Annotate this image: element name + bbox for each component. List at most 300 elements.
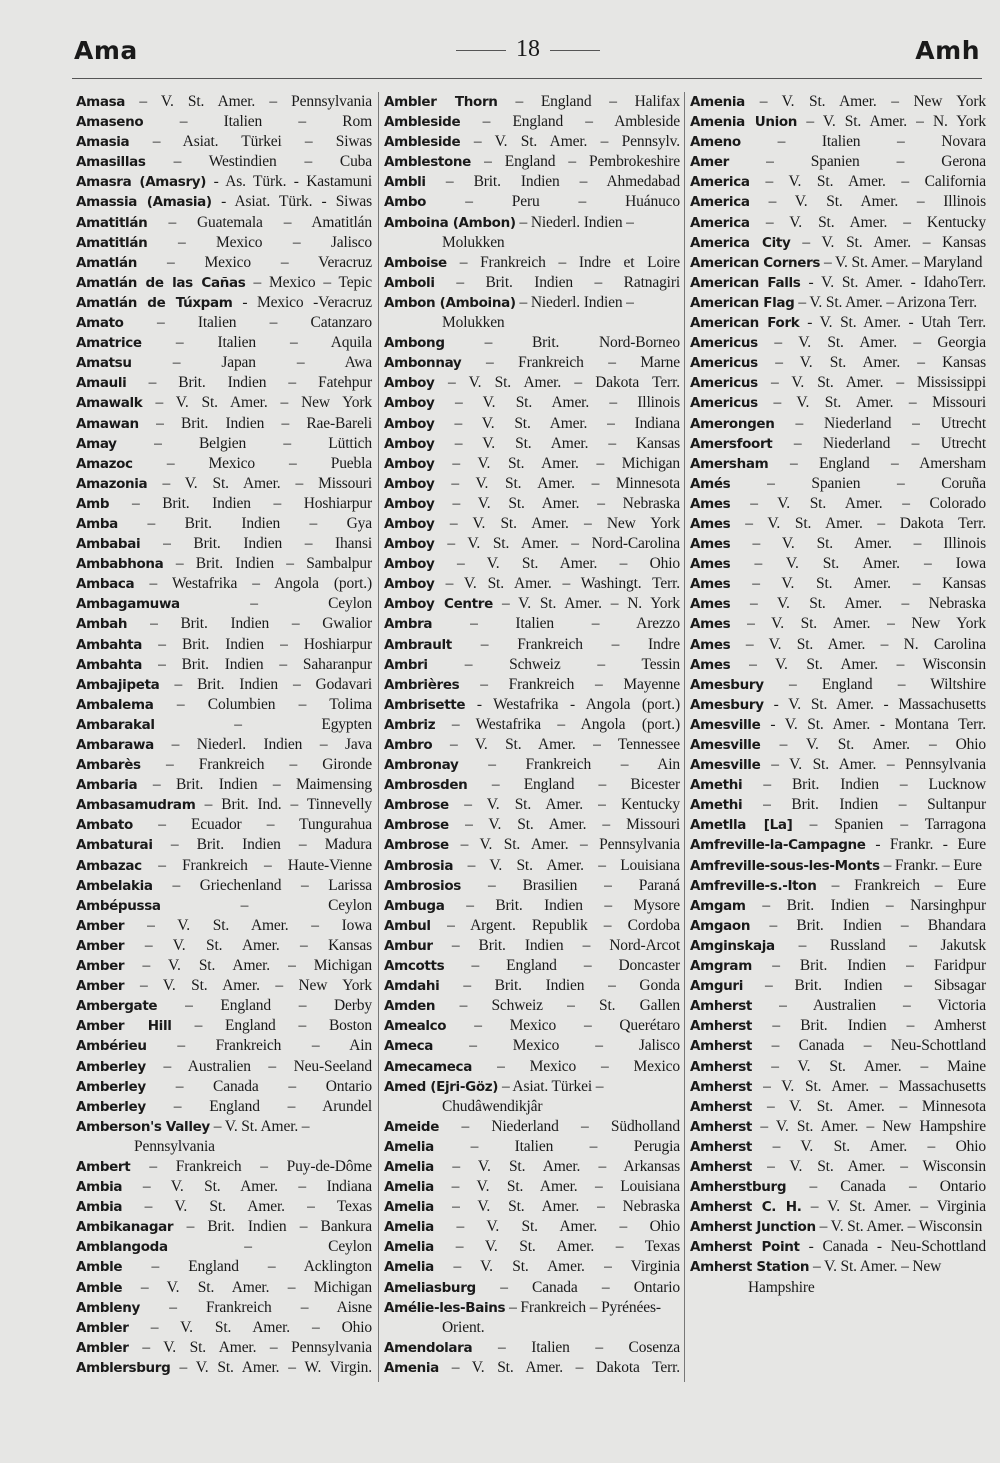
entry-location: - Asiat. Türk. - Siwas (221, 193, 372, 211)
entry-location: – V. St. Amer. – Dakota Terr. (451, 1358, 680, 1376)
entry-headword: Amelia (384, 1158, 434, 1175)
index-entry (384, 1217, 680, 1237)
index-entry (690, 393, 986, 413)
entry-location: – V. St. Amer. – Louisiana (467, 856, 680, 874)
entry-headword: Amer (690, 154, 729, 171)
entry-headword: Amethi (690, 777, 743, 794)
index-entry (690, 856, 986, 876)
entry-location: – V. St. Amer. – Illinois (752, 535, 987, 553)
entry-headword: Ambuga (384, 897, 445, 914)
entry-location: – V. St. Amer. – Maine (771, 1057, 986, 1075)
index-entry (690, 534, 986, 554)
entry-location: – Mexico – Jalisco (469, 1037, 680, 1055)
entry-location: – Frankreich – Haute-Vienne (158, 856, 373, 874)
entry-headword: Amatitlán (76, 214, 148, 231)
page-header (70, 36, 982, 70)
entry-location: – V. St. Amer. – Missouri (465, 816, 680, 834)
entry-location: – England – Wiltshire (789, 675, 986, 693)
entry-headword: Americus (690, 335, 758, 352)
entry-location: – V. St. Amer. – Nebraska (452, 494, 681, 512)
index-entry (384, 1358, 680, 1378)
entry-headword: Amboina (Ambon) (384, 214, 516, 231)
entry-location: - V. St. Amer. - IdahoTerr. (808, 273, 986, 291)
index-entry (384, 454, 680, 474)
entry-location: - Canada - Neu-Schottland (808, 1238, 986, 1256)
entry-headword: Ambelakia (76, 877, 153, 894)
entry-location: – V. St. Amer. – Pennsylv. (473, 133, 681, 151)
entry-headword: American Corners (690, 254, 821, 271)
entry-headword: Ambergate (76, 998, 158, 1015)
index-entry (690, 815, 986, 835)
entry-headword: Amherst (690, 998, 752, 1015)
entry-headword: Amfreville-s.-Iton (690, 877, 817, 894)
entry-headword: Amazonia (76, 475, 148, 492)
index-entry (384, 1197, 680, 1217)
entry-headword: Amblestone (384, 154, 471, 171)
entry-headword: Ameliasburg (384, 1279, 476, 1296)
index-entry (690, 916, 986, 936)
entry-headword: Amazoc (76, 455, 133, 472)
entry-location: – V. St. Amer. – Maryland (823, 253, 983, 271)
entry-headword: Ames (690, 596, 731, 613)
index-entry (690, 554, 986, 574)
entry-location: – Brit. Indien – Gya (147, 514, 372, 532)
index-entry (76, 112, 372, 132)
entry-location: – V. St. Amer. – New York (449, 514, 681, 532)
index-entry (384, 996, 680, 1016)
entry-headword: Amherst (690, 1018, 752, 1035)
index-entry (76, 574, 372, 594)
index-entry (690, 213, 986, 233)
entry-headword: Amboli (384, 274, 435, 291)
entry-location: – Asiat. Türkei – Siwas (152, 133, 373, 151)
entry-headword: Amherst Point (690, 1239, 800, 1256)
entry-location: – Griechenland – Larissa (172, 876, 373, 894)
entry-headword: Ambahta (76, 636, 143, 653)
index-entry (384, 1157, 680, 1177)
index-entry (384, 594, 680, 614)
index-entry (76, 494, 372, 514)
entry-headword: Amherst (690, 1158, 752, 1175)
entry-headword: Amber (76, 978, 125, 995)
index-entry (76, 795, 372, 815)
entry-headword: American Flag (690, 294, 795, 311)
entry-location: – Brit. Indien – Gonda (463, 977, 680, 995)
index-entry (384, 373, 680, 393)
index-entry (76, 856, 372, 876)
entry-headword: Amenia (384, 1359, 439, 1376)
header-right-guide-word: Amh (915, 36, 980, 65)
entry-headword: Amboise (384, 254, 447, 271)
entry-headword: Ambleside (384, 134, 461, 151)
index-entry (76, 1278, 372, 1298)
entry-location: – Brit. Indien – Faridpur (772, 957, 987, 975)
entry-headword: Ambépussa (76, 897, 161, 914)
index-entry (690, 574, 986, 594)
index-entry (690, 614, 986, 634)
index-column-3 (690, 92, 986, 1298)
index-entry (76, 675, 372, 695)
entry-headword: Ambrose (384, 837, 449, 854)
entry-location: – Brit. Indien – Sultanpur (763, 796, 986, 814)
entry-headword: Amdahi (384, 978, 440, 995)
entry-headword: Ambong (384, 335, 445, 352)
entry-headword: Amenia (690, 94, 745, 110)
entry-headword: Amasra (Amasry) (76, 174, 207, 191)
entry-location: – V. St. Amer. – N. York (806, 113, 987, 131)
entry-headword: Ambleny (76, 1299, 140, 1316)
index-column-1 (76, 92, 372, 1378)
entry-location: – Brit. Indien – Amherst (772, 1017, 987, 1035)
index-entry (76, 534, 372, 554)
entry-location: – Russland – Jakutsk (798, 936, 986, 954)
index-entry (690, 494, 986, 514)
index-entry (76, 1177, 372, 1197)
entry-location: – V. St. Amer. – Iowa (754, 555, 986, 573)
entry-headword: Ambajipeta (76, 676, 160, 693)
index-entry (76, 414, 372, 434)
entry-location: – Brit. Indien – Mysore (466, 896, 681, 914)
entry-location: – Frankreich – Gironde (166, 756, 372, 774)
entry-location: – V. St. Amer. – Minnesota (451, 474, 680, 492)
entry-location: – V. St. Amer. – New Hampshire (748, 1258, 942, 1296)
entry-location: – V. St. Amer. – Kansas (454, 434, 681, 452)
entry-location: – V. St. Amer. – Missouri (162, 474, 373, 492)
entry-headword: Amelia (384, 1199, 434, 1216)
column-divider-1 (378, 92, 379, 1382)
entry-location: – Brit. Indien – Saharanpur (158, 655, 372, 673)
entry-headword: Amber Hill (76, 1018, 172, 1035)
index-entry (384, 293, 680, 333)
page-number-block (443, 36, 613, 63)
index-entry (690, 594, 986, 614)
index-entry (384, 1137, 680, 1157)
entry-headword: Amblangoda (76, 1239, 168, 1256)
entry-headword: Ambleside (384, 114, 461, 131)
entry-location: – V. St. Amer. – Kansas (752, 575, 986, 593)
entry-location: – Mexico – Querétaro (474, 1017, 680, 1035)
entry-location: – Italien – Arezzo (470, 615, 681, 633)
index-entry (76, 1077, 372, 1097)
index-entry (76, 1318, 372, 1338)
entry-headword: Amenia Union (690, 114, 798, 131)
entry-headword: Ambah (76, 616, 128, 633)
entry-location: – Belgien – Lüttich (154, 434, 372, 452)
entry-headword: Amboy (384, 556, 435, 573)
index-entry (384, 795, 680, 815)
entry-headword: Ambazac (76, 857, 142, 874)
index-entry (690, 172, 986, 192)
entry-location: – Brit. Indien – Ihansi (163, 535, 373, 553)
entry-headword: Ambarawa (76, 737, 154, 753)
entry-headword: Amasa (76, 94, 126, 110)
entry-headword: Ambrault (384, 636, 452, 653)
entry-location: – V. St. Amer. – Georgia (774, 334, 987, 352)
entry-headword: Amboy (384, 515, 435, 532)
index-entry (384, 414, 680, 434)
index-entry (690, 835, 986, 855)
entry-headword: Ames (690, 515, 731, 532)
entry-headword: Ames (690, 495, 731, 512)
entry-location: – Frankreich – Puy-de-Dôme (149, 1157, 372, 1175)
index-entry (76, 635, 372, 655)
entry-location: – Niederland – Utrecht (795, 414, 986, 432)
index-entry (690, 715, 986, 735)
entry-location: – Asiat. Türkei – Chudâwendikjâr (442, 1077, 604, 1115)
entry-headword: Amherstburg (690, 1179, 787, 1196)
entry-headword: Amassia (Amasia) (76, 194, 212, 211)
index-entry (76, 192, 372, 212)
entry-headword: Americus (690, 375, 758, 392)
index-entry (690, 132, 986, 152)
index-entry (690, 454, 986, 474)
entry-location: – Niederland – Südholland (461, 1117, 680, 1135)
index-entry (690, 976, 986, 996)
entry-headword: Amersfoort (690, 435, 773, 452)
entry-headword: American Fork (690, 315, 800, 332)
entry-headword: Amatlán de Túxpam (76, 294, 233, 311)
entry-location: – V. St. Amer. – Wisconsin (767, 1157, 986, 1175)
entry-headword: Amboy (384, 375, 435, 392)
index-entry (76, 1298, 372, 1318)
entry-headword: Amés (690, 475, 731, 492)
entry-headword: Ambrose (384, 797, 449, 814)
index-entry (384, 755, 680, 775)
entry-location: – V. St. Amer. – Nord-Carolina (447, 535, 681, 553)
entry-location: – V. St. Amer. – Ohio (779, 736, 986, 753)
entry-location: – Brit. Nord-Borneo (484, 334, 680, 352)
index-entry (384, 956, 680, 976)
entry-location: – Italien – Novara (777, 133, 986, 151)
entry-headword: Amay (76, 435, 117, 452)
index-entry (384, 675, 680, 695)
entry-location: – Brit. Indien – Madura (170, 836, 372, 854)
index-entry (384, 132, 680, 152)
entry-location: – V. St. Amer. – New York (747, 615, 986, 633)
entry-location: – Niederl. Indien – Java (171, 736, 372, 753)
entry-headword: Amcotts (384, 958, 445, 975)
entry-headword: Ambaria (76, 777, 138, 794)
entry-headword: Amgam (690, 897, 746, 914)
entry-headword: Amesville (690, 757, 761, 774)
entry-location: – V. St. Amer. – New Hampshire (760, 1117, 987, 1135)
entry-headword: Ames (690, 576, 731, 593)
index-entry (384, 393, 680, 413)
entry-headword: Amfreville-sous-les-Monts (690, 857, 880, 874)
entry-location: – V. St. Amer. – Massachusetts (763, 1077, 987, 1095)
entry-location: – V. St. Amer. – Pennsylvania (134, 1117, 310, 1155)
entry-headword: Ambabai (76, 536, 141, 553)
entry-headword: Ambriz (384, 716, 436, 733)
index-entry (384, 856, 680, 876)
entry-headword: Amginskaja (690, 937, 775, 954)
index-entry (384, 1057, 680, 1077)
entry-location: – Brit. Indien – Hoshiarpur (131, 494, 373, 512)
entry-headword: Ambia (76, 1199, 123, 1216)
entry-location: – V. St. Amer. – Ohio (457, 555, 680, 573)
entry-location: – V. St. Amer. – Pennsylvania (771, 756, 987, 774)
entry-location: - V. St. Amer. - Montana Terr. (770, 715, 986, 733)
entry-headword: Ambonnay (384, 355, 462, 372)
entry-location: – V. St. Amer. – Indiana (454, 414, 680, 432)
entry-location: – Guatemala – Amatitlán (168, 213, 373, 231)
entry-headword: Ambarakal (76, 716, 155, 733)
index-entry (690, 1137, 986, 1157)
entry-location: – V. St. Amer. – Missouri (773, 394, 987, 412)
entry-headword: Amba (76, 515, 118, 532)
entry-location: – V. St. Amer. – N. Carolina (745, 635, 986, 653)
entry-headword: Amasillas (76, 154, 146, 171)
entry-headword: Ambaca (76, 576, 135, 593)
index-entry (690, 635, 986, 655)
page-number: 18 (516, 36, 540, 62)
index-entry (76, 313, 372, 333)
entry-headword: Ambo (384, 194, 427, 211)
index-entry (384, 976, 680, 996)
entry-location: – Italien – Aquila (175, 334, 372, 352)
entry-headword: Amawan (76, 415, 139, 432)
entry-location: – V. St. Amer. – Louisiana (451, 1178, 680, 1196)
entry-headword: Amherst (690, 1038, 752, 1055)
index-entry (690, 1097, 986, 1117)
entry-headword: Amawalk (76, 395, 143, 412)
entry-location: – Canada – Neu-Schottland (771, 1037, 986, 1055)
entry-headword: Ambrose (384, 817, 449, 834)
entry-location: – Brit. Indien – Lucknow (763, 776, 986, 794)
entry-location: – Schweiz – Tessin (464, 655, 680, 673)
entry-headword: Ambarès (76, 757, 141, 774)
entry-headword: Ambalema (76, 696, 154, 713)
index-entry (384, 916, 680, 936)
entry-location: – V. St. Amer. – Wisconsin (819, 1218, 983, 1236)
entry-headword: Ambrières (384, 676, 460, 693)
entry-location: – V. St. Amer. – Texas (144, 1198, 373, 1216)
index-entry (384, 434, 680, 454)
entry-headword: Ambli (384, 174, 426, 191)
index-entry (76, 1237, 372, 1257)
index-entry (384, 534, 680, 554)
entry-headword: Amesville (690, 716, 761, 733)
entry-headword: Amb (76, 495, 110, 512)
entry-headword: Amble (76, 1259, 123, 1276)
entry-headword: Amgaon (690, 917, 751, 934)
entry-headword: Amberley (76, 1098, 146, 1115)
index-entry (76, 554, 372, 574)
index-entry (690, 1077, 986, 1097)
entry-location: – Italien – Perugia (470, 1137, 681, 1155)
entry-location: – Brit. Indien – Bhandara (769, 916, 986, 934)
entry-headword: Amaseno (76, 114, 144, 131)
entry-headword: Amendolara (384, 1339, 473, 1356)
entry-location: – England – Pembrokeshire (484, 153, 680, 171)
entry-headword: Amelia (384, 1219, 434, 1236)
entry-location: – Ceylon (250, 595, 372, 613)
entry-location: – Canada – Ontario (809, 1178, 986, 1196)
index-entry (690, 775, 986, 795)
index-entry (76, 755, 372, 775)
entry-location: – Brit. Indien – Gwalior (150, 615, 373, 633)
index-entry (384, 876, 680, 896)
index-entry (384, 574, 680, 594)
entry-location: – Mexico – Puebla (166, 454, 373, 472)
index-entry (76, 1217, 372, 1237)
entry-location: – V. St. Amer. – Kansas (144, 936, 373, 954)
index-entry (690, 1036, 986, 1056)
entry-headword: Amberley (76, 1078, 146, 1095)
index-entry (690, 956, 986, 976)
index-entry (690, 896, 986, 916)
entry-headword: Amboy (384, 576, 435, 593)
entry-location: – V. St. Amer. – Dakota Terr. (447, 374, 681, 392)
entry-location: – V. St. Amer. – Pennsylvania (142, 1338, 373, 1356)
entry-location: – Italien – Catanzaro (157, 314, 372, 332)
entry-location: – Brit. Indien – Maimensing (152, 776, 373, 794)
entry-location: – Ceylon (244, 1238, 373, 1256)
entry-location: – Niederland – Utrecht (793, 434, 986, 452)
entry-location: – V. St. Amer. – Mississippi (771, 374, 987, 392)
entry-headword: Amatrice (76, 335, 142, 352)
entry-location: – Italien – Rom (179, 113, 372, 131)
entry-headword: Amherst Junction (690, 1219, 816, 1236)
entry-headword: Americus (690, 355, 758, 372)
index-entry (76, 1016, 372, 1036)
index-entry (690, 655, 986, 675)
index-entry (76, 233, 372, 253)
entry-location: – Westafrika – Angola (port.) (451, 715, 680, 733)
entry-headword: Amesbury (690, 696, 764, 713)
entry-location: – England – Ambleside (482, 113, 681, 131)
entry-headword: Ambul (384, 917, 431, 934)
index-entry (76, 474, 372, 494)
entry-headword: Amecameca (384, 1058, 472, 1075)
entry-headword: America (690, 194, 750, 211)
entry-headword: Ambrosia (384, 857, 454, 874)
entry-location: – V. St. Amer. – Nebraska (452, 1198, 680, 1216)
entry-headword: Amatlán de las Cañas (76, 274, 246, 291)
index-entry (76, 353, 372, 373)
entry-location: – V. St. Amer. – Wisconsin (749, 655, 986, 673)
entry-headword: Amboy (384, 435, 435, 452)
entry-headword: Amber (76, 917, 125, 934)
entry-location: – Brasilien – Paraná (488, 876, 680, 894)
entry-headword: Amesbury (690, 676, 764, 693)
index-entry (690, 293, 986, 313)
entry-location: - Frankr. - Eure (875, 836, 987, 854)
entry-headword: Ameide (384, 1118, 440, 1135)
index-entry (76, 1197, 372, 1217)
entry-headword: Ambler (76, 1339, 129, 1356)
index-entry (384, 775, 680, 795)
entry-location: – Frankr. – Eure (883, 856, 982, 874)
column-divider-2 (684, 92, 685, 1382)
entry-headword: Ambra (384, 616, 433, 633)
index-entry (690, 152, 986, 172)
entry-location: – V. St. Amer. – New York (139, 977, 373, 995)
index-entry (384, 1237, 680, 1257)
index-entry (384, 1338, 680, 1358)
index-entry (76, 293, 372, 313)
entry-headword: Amden (384, 998, 436, 1015)
index-entry (384, 1257, 680, 1277)
entry-location: – V. St. Amer. – Texas (455, 1238, 680, 1256)
index-entry (384, 474, 680, 494)
index-entry (384, 635, 680, 655)
entry-location: - Mexico -Veracruz (242, 293, 372, 311)
header-left-guide-word: Ama (74, 36, 138, 65)
entry-location: – Schweiz – St. Gallen (459, 997, 681, 1015)
index-entry (76, 996, 372, 1016)
entry-location: – Mexico – Veracruz (167, 253, 372, 271)
